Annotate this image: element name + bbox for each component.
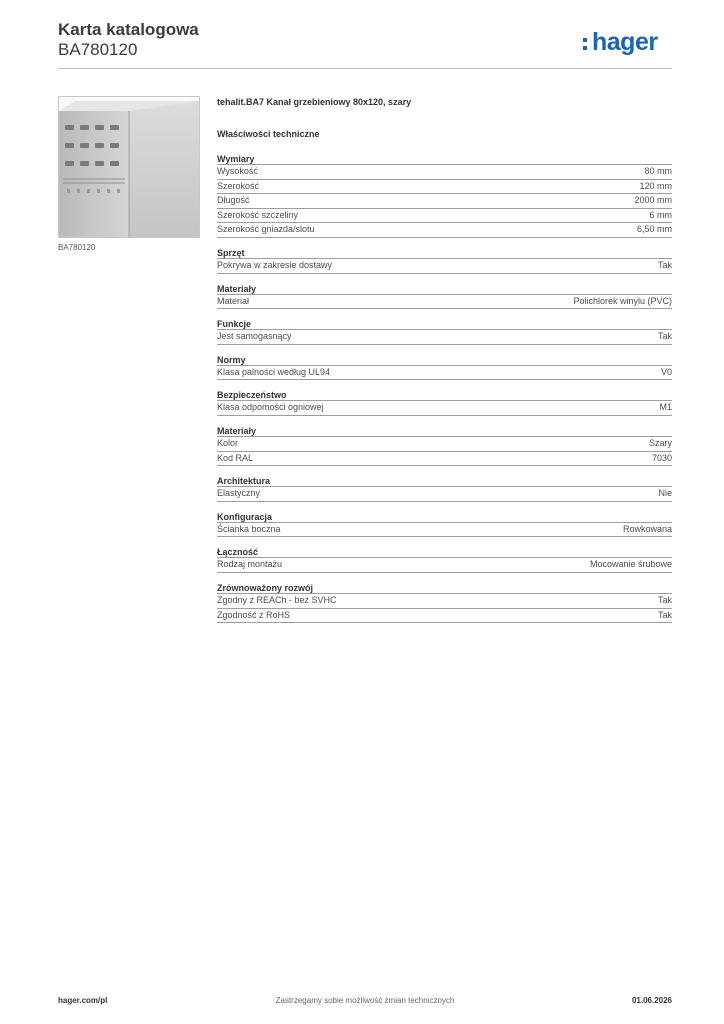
spec-value: 2000 mm [634,195,672,206]
spec-section [217,581,672,623]
spec-label: Klasa palności według UL94 [217,366,331,377]
spec-label: Pokrywa w zakresie dostawy [217,259,333,270]
spec-row [217,295,672,310]
section-title: Sprzęt [217,246,672,259]
spec-row [217,366,672,381]
photo-caption: BA780120 [58,243,96,252]
section-title: Wymiary [217,152,672,165]
spec-value: Mocowanie śrubowe [589,559,672,570]
section-title: Bezpieczeństwo [217,388,672,401]
technical-properties-heading: Właściwości techniczne [217,129,320,139]
spec-label: Ścianka boczna [217,523,281,534]
document-title: Karta katalogowa [58,20,199,39]
page-header [58,20,672,68]
spec-label: Kolor [217,437,239,448]
spec-value: 7030 [651,452,672,463]
spec-value: 120 mm [639,180,672,191]
spec-label: Rodzaj montażu [217,559,283,570]
spec-row [217,165,672,180]
spec-value: Nie [658,488,672,499]
spec-value: 6 mm [649,209,672,220]
spec-section [217,545,672,573]
spec-label: Zgodny z REACh - bez SVHC [217,594,337,605]
spec-row [217,523,672,538]
footer-disclaimer: Zastrzegamy sobie możliwość zmian technicznych [275,996,455,1005]
spec-row [217,558,672,573]
spec-row [217,609,672,624]
spec-row [217,209,672,224]
spec-value: V0 [660,366,672,377]
section-title: Łączność [217,545,672,558]
spec-value: 80 mm [644,166,672,176]
spec-row [217,487,672,502]
spec-value: Tak [657,259,672,270]
product-code: BA780120 [58,40,138,59]
spec-value: M1 [659,402,672,413]
spec-value: 6,50 mm [636,224,672,235]
section-title: Zrównoważony rozwój [217,581,672,594]
footer-date: 01.06.2026 [631,996,672,1005]
section-title: Architektura [217,474,672,487]
spec-value: Rowkowana [622,523,672,534]
section-title: Normy [217,353,672,366]
logo-dots-icon [583,38,588,52]
spec-section [217,388,672,416]
spec-content [217,96,672,631]
spec-row [217,259,672,274]
spec-row [217,452,672,467]
spec-row [217,401,672,416]
hager-logo [592,28,672,56]
spec-value: Tak [657,609,672,620]
cable-duct-image [59,97,200,238]
spec-value: Szary [648,437,672,448]
section-title: Materiały [217,424,672,437]
spec-row [217,330,672,345]
spec-section [217,152,672,238]
spec-label: Szerokość gniazda/slotu [217,224,315,235]
header-divider [58,68,672,69]
section-title: Materiały [217,282,672,295]
spec-value: Tak [657,594,672,605]
spec-label: Elastyczny [217,488,261,499]
spec-label: Jest samogasnący [217,331,292,342]
spec-section [217,353,672,381]
logo-text: hager [592,28,658,56]
spec-label: Długość [217,195,250,206]
spec-value: Tak [657,331,672,342]
section-title: Funkcje [217,317,672,330]
spec-row [217,437,672,452]
footer-website-link[interactable]: hager.com/pl [58,996,108,1005]
spec-section [217,474,672,502]
spec-row [217,223,672,238]
spec-row [217,594,672,609]
section-title: Konfiguracja [217,510,672,523]
spec-section [217,282,672,310]
spec-row [217,180,672,195]
spec-section [217,510,672,538]
page-footer [58,996,672,1010]
spec-label: Klasa odpomości ogniowej [217,402,324,413]
spec-label: Zgodność z RoHS [217,609,291,620]
spec-label: Kod RAL [217,452,254,463]
product-photo [58,96,200,238]
spec-label: Materiał [217,295,250,306]
spec-label: Szerokość szczeliny [217,209,299,220]
spec-label: Wysokość [217,166,258,176]
spec-section [217,424,672,466]
spec-value: Polichlorek winylu (PVC) [573,295,672,306]
spec-label: Szerokość [217,180,260,191]
spec-section [217,246,672,274]
spec-row [217,194,672,209]
product-name: tehalit.BA7 Kanał grzebieniowy 80x120, szary [217,97,412,107]
spec-section [217,317,672,345]
